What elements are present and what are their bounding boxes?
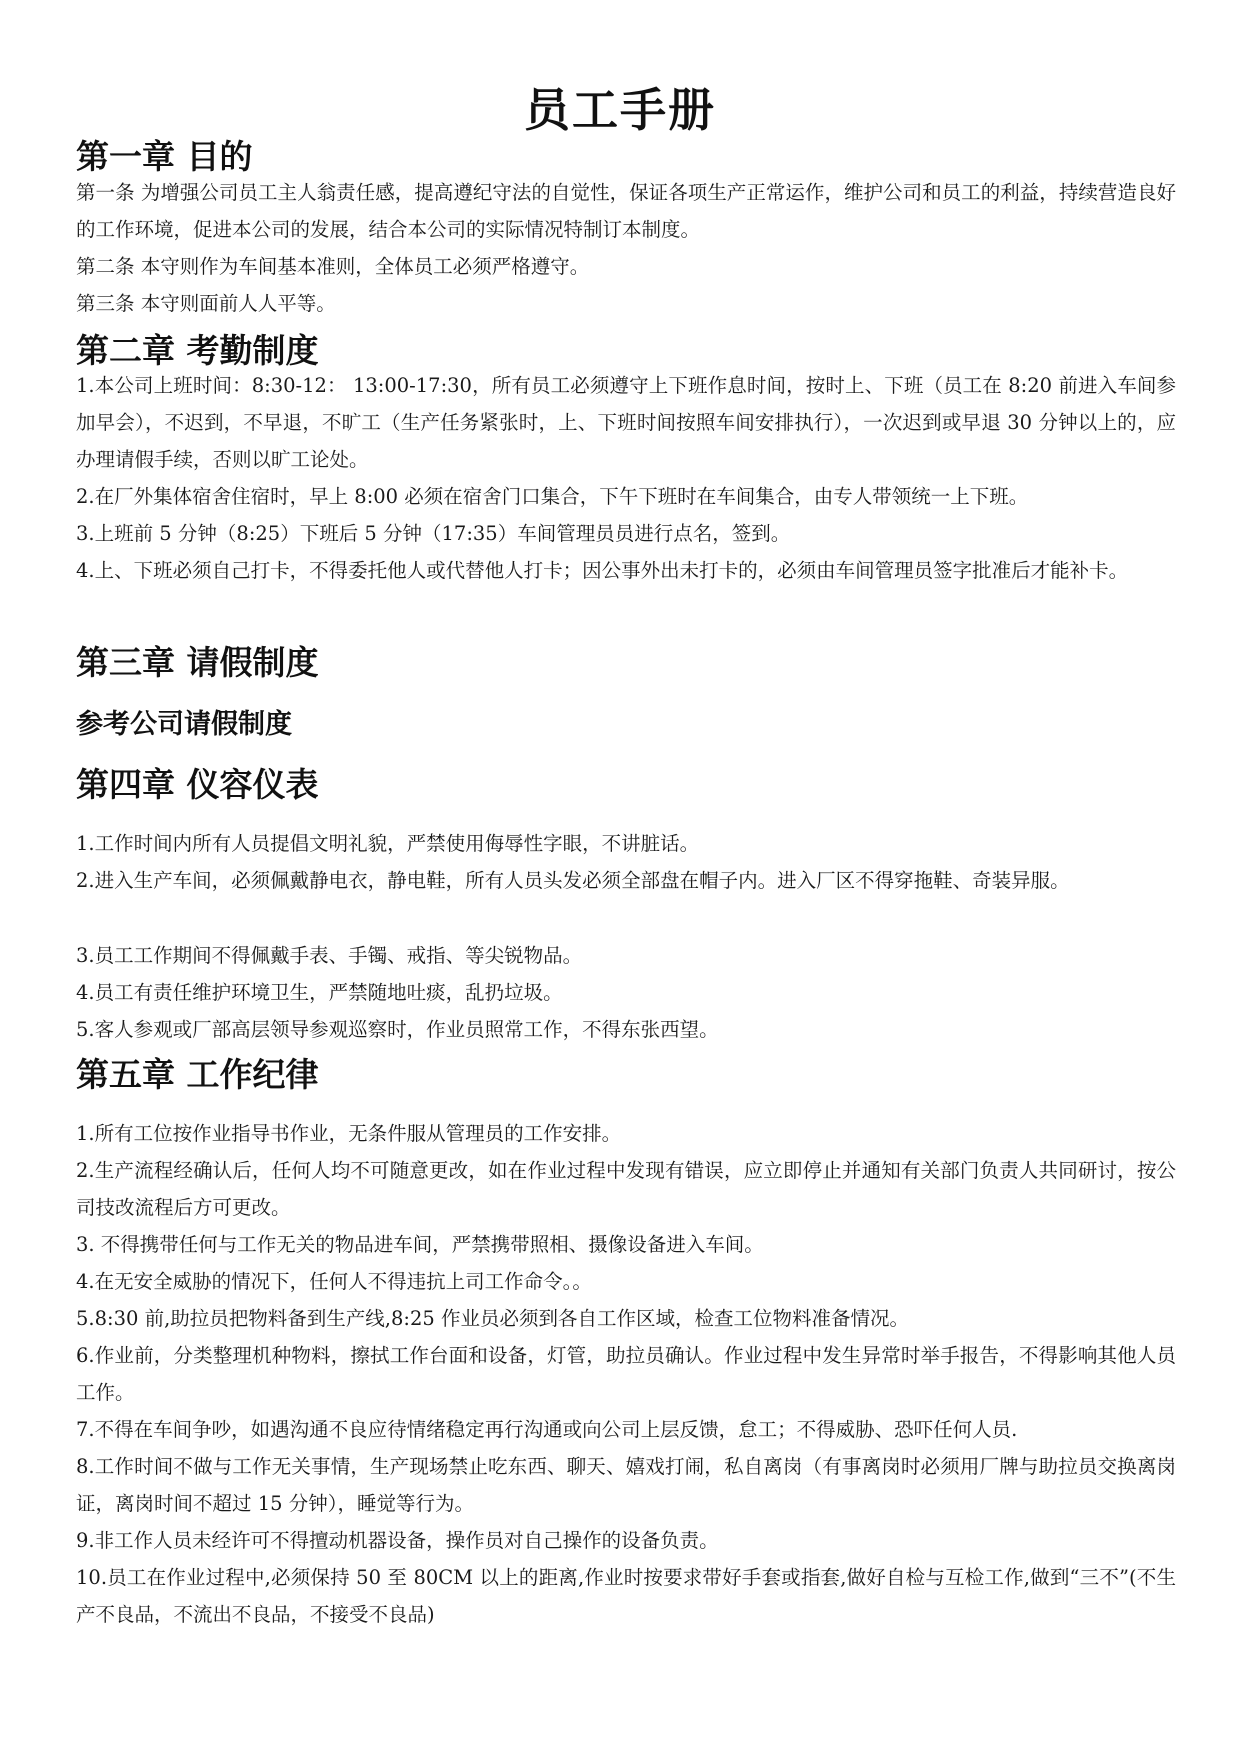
paragraph: 第三条 本守则面前人人平等。 (76, 292, 336, 315)
paragraph: 4.员工有责任维护环境卫生，严禁随地吐痰，乱扔垃圾。 (76, 981, 563, 1004)
paragraph: 4.上、下班必须自己打卡，不得委托他人或代替他人打卡；因公事外出未打卡的，必须由车间管理员签字批准后才能补卡。 (76, 559, 1129, 582)
chapter-subheading: 参考公司请假制度 (76, 709, 292, 740)
paragraph: 3. 不得携带任何与工作无关的物品进车间，严禁携带照相、摄像设备进入车间。 (76, 1233, 764, 1256)
paragraph: 2.在厂外集体宿舍住宿时，早上 8:00 必须在宿舍门口集合，下午下班时在车间集合，由专人带领统一上下班。 (76, 485, 1029, 508)
paragraph: 2.生产流程经确认后，任何人均不可随意更改，如在作业过程中发现有错误，应立即停止并通知有关部门负责人共同研讨，按公司技改流程后方可更改。 (76, 1159, 1176, 1219)
paragraph: 5.8:30 前,助拉员把物料备到生产线,8:25 作业员必须到各自工作区域，检查工位物料准备情况。 (76, 1307, 909, 1330)
paragraph: 4.在无安全威胁的情况下，任何人不得违抗上司工作命令。。 (76, 1270, 592, 1293)
paragraph: 第二条 本守则作为车间基本准则，全体员工必须严格遵守。 (76, 255, 590, 278)
page-title: 员工手册 (524, 83, 716, 137)
paragraph: 10.员工在作业过程中,必须保持 50 至 80CM 以上的距离,作业时按要求带好手套或指套,做好自检与互检工作,做到“三不”(不生产不良品，不流出不良品，不接受不良品) (76, 1566, 1176, 1626)
paragraph: 1.工作时间内所有人员提倡文明礼貌，严禁使用侮辱性字眼，不讲脏话。 (76, 832, 700, 855)
chapter-heading: 第一章 目的 (76, 137, 253, 176)
paragraph: 6.作业前，分类整理机种物料，擦拭工作台面和设备，灯管，助拉员确认。作业过程中发生异常时举手报告，不得影响其他人员工作。 (76, 1344, 1176, 1404)
chapter-heading: 第三章 请假制度 (76, 643, 319, 682)
paragraph: 3.上班前 5 分钟（8:25）下班后 5 分钟（17:35）车间管理员员进行点名，签到。 (76, 522, 791, 545)
chapter-heading: 第五章 工作纪律 (76, 1055, 319, 1094)
paragraph: 3.员工工作期间不得佩戴手表、手镯、戒指、等尖锐物品。 (76, 944, 583, 967)
chapter-heading: 第二章 考勤制度 (76, 331, 319, 370)
paragraph: 9.非工作人员未经许可不得擅动机器设备，操作员对自己操作的设备负责。 (76, 1529, 719, 1552)
paragraph: 7.不得在车间争吵，如遇沟通不良应待情绪稳定再行沟通或向公司上层反馈，怠工；不得威胁、恐吓任何人员. (76, 1418, 1018, 1441)
paragraph: 8.工作时间不做与工作无关事情，生产现场禁止吃东西、聊天、嬉戏打闹，私自离岗（有事离岗时必须用厂牌与助拉员交换离岗证，离岗时间不超过 15 分钟），睡觉等行为。 (76, 1455, 1176, 1515)
paragraph: 2.进入生产车间，必须佩戴静电衣，静电鞋，所有人员头发必须全部盘在帽子内。进入厂区不得穿拖鞋、奇装异服。 (76, 869, 1070, 892)
paragraph: 1.所有工位按作业指导书作业，无条件服从管理员的工作安排。 (76, 1122, 622, 1145)
paragraph: 第一条 为增强公司员工主人翁责任感，提高遵纪守法的自觉性，保证各项生产正常运作，维护公司和员工的利益，持续营造良好的工作环境，促进本公司的发展，结合本公司的实际情况特制订本制度。 (76, 181, 1176, 241)
chapter-heading: 第四章 仪容仪表 (76, 765, 319, 804)
paragraph: 1.本公司上班时间：8:30-12： 13:00-17:30，所有员工必须遵守上下班作息时间，按时上、下班（员工在 8:20 前进入车间参加早会），不迟到，不早退，不旷工（生产任务紧张时，上、下班时间按照车间安排执行），一次迟到或早退 30 分钟以上的，应办理请假手续，否则以旷工论处。 (76, 374, 1176, 471)
paragraph: 5.客人参观或厂部高层领导参观巡察时，作业员照常工作，不得东张西望。 (76, 1018, 719, 1041)
